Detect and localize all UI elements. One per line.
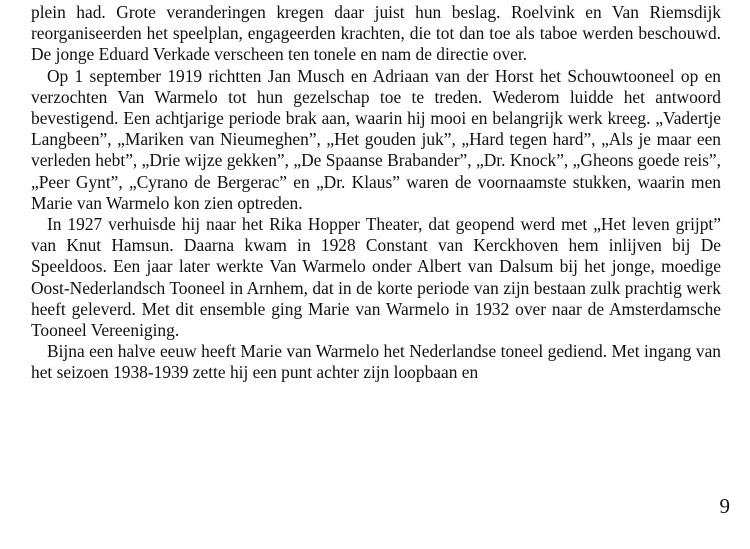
paragraph-4: Bijna een halve eeuw heeft Marie van Warmelo het Nederlandse toneel gediend. Met ingang van het seizoen 1938-1939 zette hij een punt achter zijn loopbaan en bbox=[31, 341, 721, 383]
page-number: 9 bbox=[719, 494, 730, 518]
page-body bbox=[31, 2, 721, 384]
paragraph-2: Op 1 september 1919 richtten Jan Musch en Adriaan van der Horst het Schouwtooneel op en verzochten Van Warmelo tot hun gezelschap toe te treden. Wederom luidde het antwoord bevestigend. Een achtjarige periode brak aan, waarin hij mooi en belangrijk werk kreeg. „Vadertje Langbeen”, „Mariken van Nieumeghen”, „Het gouden juk”, „Hard tegen hard”, „Als je maar een verleden hebt”, „Drie wijze gekken”, „De Spaanse Brabander”, „Dr. Knock”, „Gheons goede reis”, „Peer Gynt”, „Cyrano de Bergerac” en „Dr. Klaus” waren de voornaamste stukken, waarin men Marie van Warmelo kon zien optreden. bbox=[31, 65, 721, 213]
paragraph-3: In 1927 verhuisde hij naar het Rika Hopper Theater, dat geopend werd met „Het leven grijpt” van Knut Hamsun. Daarna kwam in 1928 Constant van Kerckhoven hem inlijven bij De Speeldoos. Een jaar later werkte Van Warmelo onder Albert van Dalsum bij het jonge, moedige Oost-Nederlandsch Tooneel in Arnhem, dat in de korte periode van zijn bestaan zulk prachtig werk heeft geleverd. Met dit ensemble ging Marie van Warmelo in 1932 over naar de Amsterdamsche Tooneel Vereeniging. bbox=[31, 214, 721, 341]
paragraph-1: plein had. Grote veranderingen kregen daar juist hun beslag. Roelvink en Van Riemsdijk reorganiseerden het speelplan, engageerden krachten, die tot dan toe als taboe werden beschouwd. De jonge Eduard Verkade verscheen ten tonele en nam de directie over. bbox=[31, 2, 721, 65]
